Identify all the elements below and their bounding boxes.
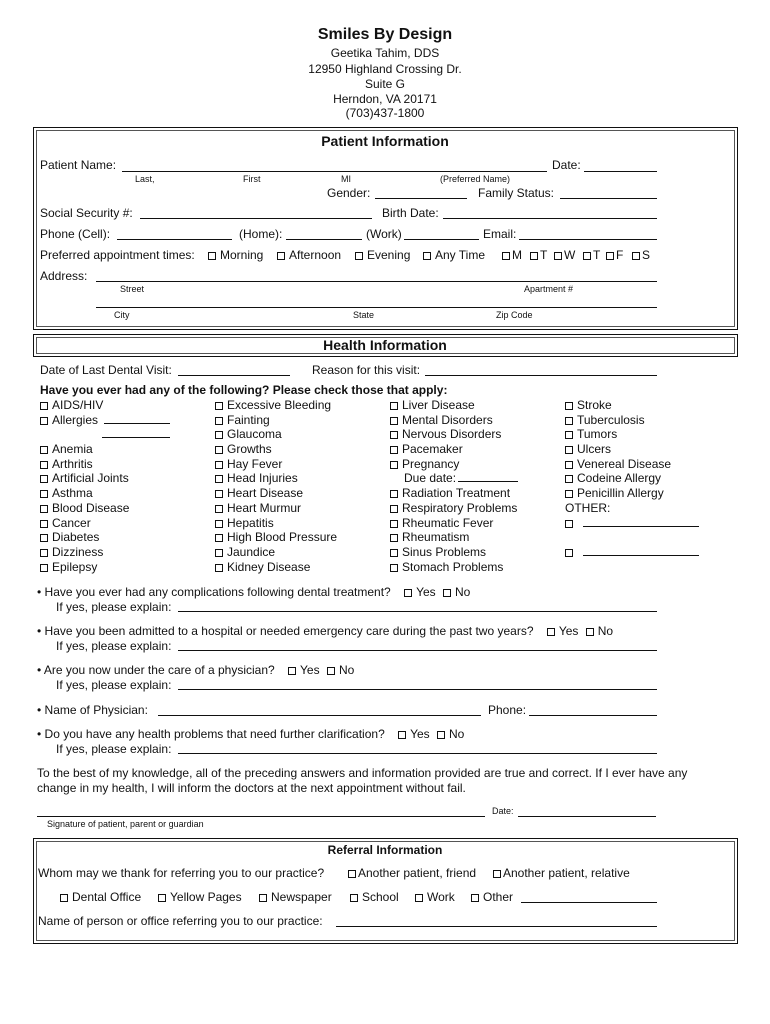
checkbox-icon[interactable] bbox=[277, 252, 285, 260]
q-complications: • Have you ever had any complications following dental treatment? Yes No bbox=[37, 585, 471, 599]
attestation: To the best of my knowledge, all of the preceding answers and information provided are true and correct. If I ever have any change in my health, I will inform the doctors at the next appointment without fail. bbox=[37, 766, 688, 795]
checkbox-icon[interactable] bbox=[565, 446, 573, 454]
sub-last: Last, bbox=[135, 174, 155, 184]
checkbox-icon[interactable] bbox=[390, 534, 398, 542]
conditions-col-3 bbox=[390, 398, 560, 574]
sub-city: City bbox=[114, 310, 130, 320]
condition-hay-fever[interactable]: Hay Fever bbox=[215, 457, 385, 472]
checkbox-icon[interactable] bbox=[40, 490, 48, 498]
referral-work[interactable]: Work bbox=[415, 890, 455, 904]
checkbox-icon[interactable] bbox=[215, 505, 223, 513]
ssn-field[interactable] bbox=[140, 218, 372, 219]
practice-city: Herndon, VA 20171 bbox=[333, 92, 437, 106]
checkbox-icon[interactable] bbox=[40, 505, 48, 513]
birth-date-label: Birth Date: bbox=[382, 206, 439, 220]
checkbox-icon[interactable] bbox=[423, 252, 431, 260]
condition-tuberculosis[interactable]: Tuberculosis bbox=[565, 413, 715, 428]
condition-respiratory-problems[interactable]: Respiratory Problems bbox=[390, 501, 560, 516]
checkbox-icon[interactable] bbox=[565, 402, 573, 410]
checkbox-icon[interactable] bbox=[158, 894, 166, 902]
condition-liver-disease[interactable]: Liver Disease bbox=[390, 398, 560, 413]
checkbox-icon[interactable] bbox=[390, 549, 398, 557]
checkbox-icon[interactable] bbox=[208, 252, 216, 260]
checkbox-icon[interactable] bbox=[355, 252, 363, 260]
condition-hepatitis[interactable]: Hepatitis bbox=[215, 516, 385, 531]
checkbox-icon[interactable] bbox=[259, 894, 267, 902]
day-th[interactable]: T bbox=[583, 248, 600, 262]
q-problems: • Do you have any health problems that need further clarification? Yes No bbox=[37, 727, 465, 741]
checkbox-icon[interactable] bbox=[215, 417, 223, 425]
referral-other-field[interactable] bbox=[521, 902, 657, 903]
allergies-extra bbox=[40, 427, 210, 442]
referral-school[interactable]: School bbox=[350, 890, 399, 904]
checkbox-icon[interactable] bbox=[606, 252, 614, 260]
referral-friend[interactable]: Another patient, friend bbox=[348, 866, 476, 880]
condition-epilepsy[interactable]: Epilepsy bbox=[40, 560, 210, 575]
checkbox-icon[interactable] bbox=[554, 252, 562, 260]
practice-phone: (703)437-1800 bbox=[345, 106, 425, 120]
q-hospital-yes[interactable]: Yes bbox=[547, 624, 579, 638]
q-physician-name: • Name of Physician: bbox=[37, 703, 148, 717]
physician-phone-field[interactable] bbox=[529, 715, 657, 716]
patient-name-field[interactable] bbox=[122, 171, 547, 172]
address-city-field[interactable] bbox=[96, 307, 657, 308]
email-field[interactable] bbox=[519, 239, 657, 240]
condition-allergies[interactable]: Allergies bbox=[40, 413, 210, 428]
day-m[interactable]: M bbox=[502, 248, 522, 262]
phone-work-field[interactable] bbox=[404, 239, 479, 240]
family-status-field[interactable] bbox=[560, 198, 657, 199]
checkbox-icon[interactable] bbox=[565, 549, 573, 557]
patient-name-label: Patient Name: bbox=[40, 158, 117, 172]
checkbox-icon[interactable] bbox=[565, 431, 573, 439]
other-field-1[interactable] bbox=[583, 516, 699, 527]
condition-kidney-disease[interactable]: Kidney Disease bbox=[215, 560, 385, 575]
due-date: Due date: bbox=[390, 471, 560, 486]
referral-title: Referral Information bbox=[327, 843, 443, 857]
condition-pacemaker[interactable]: Pacemaker bbox=[390, 442, 560, 457]
referral-relative[interactable]: Another patient, relative bbox=[493, 866, 630, 880]
conditions-col-4 bbox=[565, 398, 715, 560]
referral-newspaper[interactable]: Newspaper bbox=[259, 890, 332, 904]
ssn-label: Social Security #: bbox=[40, 206, 133, 220]
q-complications-yes[interactable]: Yes bbox=[404, 585, 436, 599]
referral-name-field[interactable] bbox=[336, 926, 657, 927]
condition-fainting[interactable]: Fainting bbox=[215, 413, 385, 428]
checkbox-icon[interactable] bbox=[530, 252, 538, 260]
checkbox-icon[interactable] bbox=[390, 402, 398, 410]
condition-other-1[interactable] bbox=[565, 516, 715, 531]
condition-arthritis[interactable]: Arthritis bbox=[40, 457, 210, 472]
sub-preferred: (Preferred Name) bbox=[440, 174, 511, 184]
condition-other-2[interactable] bbox=[565, 545, 715, 560]
spacer bbox=[565, 530, 715, 545]
q-physician-care-no[interactable]: No bbox=[327, 663, 354, 677]
q-physician-care-yes[interactable]: Yes bbox=[288, 663, 320, 677]
birth-date-field[interactable] bbox=[443, 218, 657, 219]
q-physician-care: • Are you now under the care of a physician? Yes No bbox=[37, 663, 355, 677]
reason-label: Reason for this visit: bbox=[312, 363, 421, 377]
condition-high-blood-pressure[interactable]: High Blood Pressure bbox=[215, 530, 385, 545]
checkbox-icon[interactable] bbox=[40, 402, 48, 410]
practice-street: 12950 Highland Crossing Dr. bbox=[308, 62, 462, 76]
checkbox-icon[interactable] bbox=[348, 870, 356, 878]
practice-name: Smiles By Design bbox=[317, 26, 453, 43]
sub-zip: Zip Code bbox=[496, 310, 533, 320]
checkbox-icon[interactable] bbox=[40, 549, 48, 557]
checkbox-icon[interactable] bbox=[215, 549, 223, 557]
condition-aids[interactable]: AIDS/HIV bbox=[40, 398, 210, 413]
checkbox-icon[interactable] bbox=[215, 534, 223, 542]
referral-name-label: Name of person or office referring you to our practice: bbox=[38, 914, 323, 928]
checkbox-icon[interactable] bbox=[565, 461, 573, 469]
sub-street: Street bbox=[120, 284, 145, 294]
appt-morning[interactable]: Morning bbox=[208, 248, 263, 262]
checkbox-icon[interactable] bbox=[390, 505, 398, 513]
address-label: Address: bbox=[40, 269, 88, 283]
checkbox-icon[interactable] bbox=[215, 490, 223, 498]
condition-anemia[interactable]: Anemia bbox=[40, 442, 210, 457]
checkbox-icon[interactable] bbox=[404, 589, 412, 597]
q-hospital-explain-label: If yes, please explain: bbox=[56, 639, 172, 653]
work-label: (Work) bbox=[366, 227, 402, 241]
checkbox-icon[interactable] bbox=[327, 667, 335, 675]
last-visit-field[interactable] bbox=[178, 375, 290, 376]
checkbox-icon[interactable] bbox=[586, 628, 594, 636]
condition-tumors[interactable]: Tumors bbox=[565, 427, 715, 442]
gender-field[interactable] bbox=[375, 198, 467, 199]
q-complications-explain-label: If yes, please explain: bbox=[56, 600, 172, 614]
condition-pregnancy[interactable]: Pregnancy bbox=[390, 457, 560, 472]
checkbox-icon[interactable] bbox=[40, 475, 48, 483]
checkbox-icon[interactable] bbox=[547, 628, 555, 636]
checkbox-icon[interactable] bbox=[398, 731, 406, 739]
q-problems-no[interactable]: No bbox=[437, 727, 464, 741]
appt-any-time[interactable]: Any Time bbox=[423, 248, 485, 262]
checkbox-icon[interactable] bbox=[40, 564, 48, 572]
checkbox-icon[interactable] bbox=[390, 490, 398, 498]
checkbox-icon[interactable] bbox=[40, 461, 48, 469]
practice-suite: Suite G bbox=[364, 77, 406, 91]
address-street-field[interactable] bbox=[96, 281, 657, 282]
referral-yellow-pages[interactable]: Yellow Pages bbox=[158, 890, 242, 904]
condition-radiation-treatment[interactable]: Radiation Treatment bbox=[390, 486, 560, 501]
other-label: OTHER: bbox=[565, 500, 611, 515]
gender-label: Gender: bbox=[327, 186, 371, 200]
family-status-label: Family Status: bbox=[478, 186, 555, 200]
referral-dental-office[interactable]: Dental Office bbox=[60, 890, 141, 904]
allergies-field-2[interactable] bbox=[102, 427, 170, 438]
checkbox-icon[interactable] bbox=[288, 667, 296, 675]
q-problems-explain-field[interactable] bbox=[178, 753, 657, 754]
checkbox-icon[interactable] bbox=[215, 461, 223, 469]
sub-state: State bbox=[353, 310, 375, 320]
q-problems-yes[interactable]: Yes bbox=[398, 727, 430, 741]
appt-times-label: Preferred appointment times: bbox=[40, 248, 195, 262]
checkbox-icon[interactable] bbox=[565, 520, 573, 528]
condition-rheumatic-fever[interactable]: Rheumatic Fever bbox=[390, 516, 560, 531]
q-complications-no[interactable]: No bbox=[443, 585, 470, 599]
condition-stomach-problems[interactable]: Stomach Problems bbox=[390, 560, 560, 575]
appt-afternoon[interactable]: Afternoon bbox=[277, 248, 341, 262]
checkbox-icon[interactable] bbox=[390, 417, 398, 425]
conditions-col-2 bbox=[215, 398, 385, 574]
condition-growths[interactable]: Growths bbox=[215, 442, 385, 457]
sub-mi: MI bbox=[341, 174, 351, 184]
phone-cell-field[interactable] bbox=[117, 239, 232, 240]
checkbox-icon[interactable] bbox=[40, 534, 48, 542]
checkbox-icon[interactable] bbox=[390, 461, 398, 469]
email-label: Email: bbox=[483, 227, 517, 241]
conditions-col-1 bbox=[40, 398, 210, 574]
physician-phone-label: Phone: bbox=[488, 703, 527, 717]
signature-field[interactable] bbox=[37, 816, 485, 817]
condition-dizziness[interactable]: Dizziness bbox=[40, 545, 210, 560]
patient-info-title: Patient Information bbox=[321, 133, 449, 149]
phone-cell-label: Phone (Cell): bbox=[40, 227, 111, 241]
checkbox-icon[interactable] bbox=[565, 475, 573, 483]
checkbox-icon[interactable] bbox=[215, 564, 223, 572]
condition-venereal-disease[interactable]: Venereal Disease bbox=[565, 457, 715, 472]
condition-mental-disorders[interactable]: Mental Disorders bbox=[390, 413, 560, 428]
checkbox-icon[interactable] bbox=[565, 490, 573, 498]
checkbox-icon[interactable] bbox=[40, 446, 48, 454]
checkbox-icon[interactable] bbox=[60, 894, 68, 902]
q-problems-explain-label: If yes, please explain: bbox=[56, 742, 172, 756]
checkbox-icon[interactable] bbox=[40, 520, 48, 528]
condition-head-injuries[interactable]: Head Injuries bbox=[215, 471, 385, 486]
condition-glaucoma[interactable]: Glaucoma bbox=[215, 427, 385, 442]
checkbox-icon[interactable] bbox=[502, 252, 510, 260]
condition-cancer[interactable]: Cancer bbox=[40, 516, 210, 531]
condition-heart-murmur[interactable]: Heart Murmur bbox=[215, 501, 385, 516]
q-hospital-explain-field[interactable] bbox=[178, 650, 657, 651]
q-complications-explain-field[interactable] bbox=[178, 611, 657, 612]
condition-blood-disease[interactable]: Blood Disease bbox=[40, 501, 210, 516]
checkbox-icon[interactable] bbox=[415, 894, 423, 902]
q-physician-care-explain-label: If yes, please explain: bbox=[56, 678, 172, 692]
last-visit-label: Date of Last Dental Visit: bbox=[40, 363, 172, 377]
appt-evening[interactable]: Evening bbox=[355, 248, 410, 262]
condition-nervous-disorders[interactable]: Nervous Disorders bbox=[390, 427, 560, 442]
day-w[interactable]: W bbox=[554, 248, 575, 262]
checkbox-icon[interactable] bbox=[390, 446, 398, 454]
condition-heart-disease[interactable]: Heart Disease bbox=[215, 486, 385, 501]
checkbox-icon[interactable] bbox=[40, 417, 48, 425]
q-hospital-no[interactable]: No bbox=[586, 624, 613, 638]
checkbox-icon[interactable] bbox=[437, 731, 445, 739]
checkbox-icon[interactable] bbox=[583, 252, 591, 260]
condition-jaundice[interactable]: Jaundice bbox=[215, 545, 385, 560]
health-info-title: Health Information bbox=[323, 337, 447, 353]
condition-sinus-problems[interactable]: Sinus Problems bbox=[390, 545, 560, 560]
checkbox-icon[interactable] bbox=[350, 894, 358, 902]
physician-name-field[interactable] bbox=[158, 715, 481, 716]
condition-codeine-allergy[interactable]: Codeine Allergy bbox=[565, 471, 715, 486]
condition-artificial-joints[interactable]: Artificial Joints bbox=[40, 471, 210, 486]
condition-penicillin-allergy[interactable]: Penicillin Allergy bbox=[565, 486, 715, 501]
checkbox-icon[interactable] bbox=[215, 475, 223, 483]
checkbox-icon[interactable] bbox=[443, 589, 451, 597]
day-s[interactable]: S bbox=[632, 248, 650, 262]
day-t[interactable]: T bbox=[530, 248, 547, 262]
sub-first: First bbox=[243, 174, 261, 184]
checkbox-icon[interactable] bbox=[390, 520, 398, 528]
condition-asthma[interactable]: Asthma bbox=[40, 486, 210, 501]
signature-label: Signature of patient, parent or guardian bbox=[47, 819, 204, 829]
q-hospital: • Have you been admitted to a hospital or needed emergency care during the past two years? Yes No bbox=[37, 624, 614, 638]
referral-question: Whom may we thank for referring you to our practice? bbox=[38, 866, 325, 880]
signature-date-field[interactable] bbox=[518, 816, 656, 817]
checkbox-icon[interactable] bbox=[493, 870, 501, 878]
sub-apartment: Apartment # bbox=[524, 284, 574, 294]
checkbox-icon[interactable] bbox=[215, 402, 223, 410]
checkbox-icon[interactable] bbox=[390, 564, 398, 572]
checkbox-icon[interactable] bbox=[471, 894, 479, 902]
reason-field[interactable] bbox=[425, 375, 657, 376]
checkbox-icon[interactable] bbox=[215, 520, 223, 528]
referral-other[interactable]: Other bbox=[471, 890, 513, 904]
checkbox-icon[interactable] bbox=[215, 446, 223, 454]
checkbox-icon[interactable] bbox=[390, 431, 398, 439]
condition-excessive-bleeding[interactable]: Excessive Bleeding bbox=[215, 398, 385, 413]
signature-date-label: Date: bbox=[492, 806, 514, 816]
allergies-field[interactable] bbox=[104, 413, 170, 424]
date-field[interactable] bbox=[584, 171, 657, 172]
due-date-field[interactable] bbox=[458, 471, 518, 482]
condition-stroke[interactable]: Stroke bbox=[565, 398, 715, 413]
checkbox-icon[interactable] bbox=[632, 252, 640, 260]
checkbox-icon[interactable] bbox=[215, 431, 223, 439]
day-f[interactable]: F bbox=[606, 248, 623, 262]
conditions-question: Have you ever had any of the following? Please check those that apply: bbox=[40, 383, 448, 397]
phone-home-field[interactable] bbox=[286, 239, 362, 240]
doctor-name: Geetika Tahim, DDS bbox=[330, 46, 440, 60]
condition-ulcers[interactable]: Ulcers bbox=[565, 442, 715, 457]
condition-rheumatism[interactable]: Rheumatism bbox=[390, 530, 560, 545]
q-physician-care-explain-field[interactable] bbox=[178, 689, 657, 690]
date-label: Date: bbox=[552, 158, 581, 172]
home-label: (Home): bbox=[239, 227, 283, 241]
condition-diabetes[interactable]: Diabetes bbox=[40, 530, 210, 545]
checkbox-icon[interactable] bbox=[565, 417, 573, 425]
other-field-2[interactable] bbox=[583, 545, 699, 556]
